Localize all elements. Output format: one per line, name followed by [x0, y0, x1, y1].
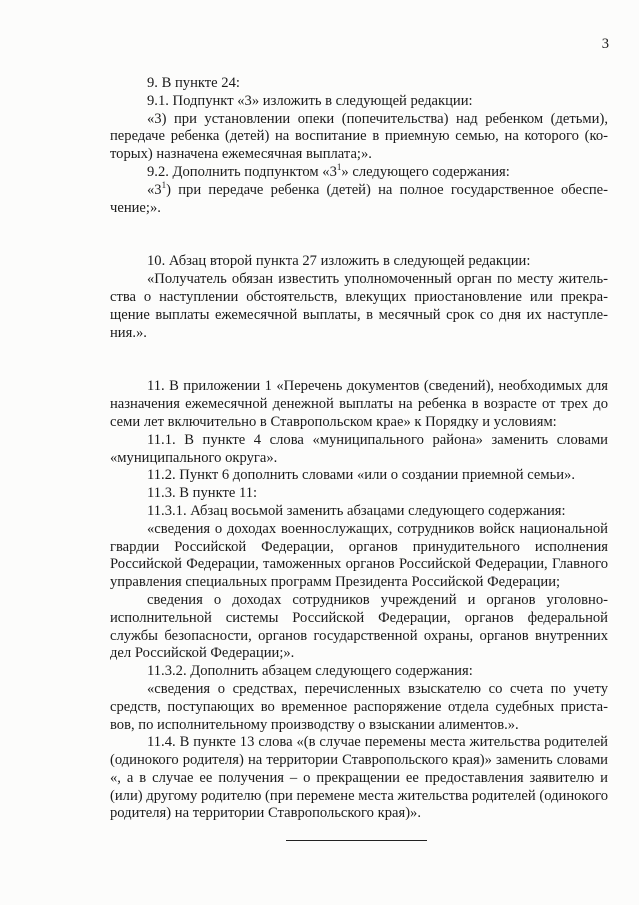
paragraph-10-text: «Получатель обязан известить уполномоченный орган по месту жительства о наступлении обстоятельств, влекущих приостановление или прекращение выплаты ежемесячной выплаты, в месячный срок со дня их наступления.». — [110, 271, 608, 341]
paragraph-9-2-text — [110, 179, 608, 218]
paragraph-10: 10. Абзац второй пункта 27 изложить в следующей редакции: — [147, 253, 531, 270]
closing-rule — [286, 840, 427, 841]
paragraph-11-3-1-text-a: «сведения о доходах военнослужащих, сотрудников войск национальной гвардии Российской Федерации, органов принудительного исполнения Российской Федерации, таможенных органов Российской Федерации, Главного управления специальных программ Президента Российской Федерации; — [110, 520, 608, 591]
paragraph-9: 9. В пункте 24: — [147, 75, 240, 91]
paragraph-9-2-text-sup: 1 — [161, 179, 167, 190]
paragraph-11-3-2-text: «сведения о средствах, перечисленных взыскателю со счета по учету средств, поступающих во временное распоряжение отдела судебных приставов, по исполнительному производству о взыскании алиментов.». — [110, 680, 608, 733]
paragraph-9-2-before: 9.2. Дополнить подпунктом «3 — [147, 163, 337, 180]
document-body — [110, 75, 608, 823]
page-number: 3 — [601, 36, 609, 52]
paragraph-9-1: 9.1. Подпункт «3» изложить в следующей редакции: — [147, 92, 473, 109]
paragraph-11-4: 11.4. В пункте 13 слова «(в случае перемены места жительства родителей (одинокого родителя) на территории Ставропольского края)» заменить словами «, а в случае ее получения – о прекращении ее предоставления заявителю и (или) другому родителю (при перемене места жительства родителей (одинокого родителя) на территории Ставропольского края)». — [110, 734, 608, 822]
paragraph-11-3: 11.3. В пункте 11: — [147, 485, 258, 502]
paragraph-9-2-text-before: «3 — [147, 181, 162, 198]
paragraph-11-3-1-text-b: сведения о доходах сотрудников учреждений и органов уголовно-исполнительной системы Российской Федерации, органов федеральной службы безопасности, органов государственной охраны, органов внутренних дел Российской Федерации;». — [110, 591, 608, 662]
paragraph-11: 11. В приложении 1 «Перечень документов (сведений), необходимых для назначения ежемесячной денежной выплаты на ребенка в возрасте от трех до семи лет включительно в Ставропольском крае» к Порядку и условиям: — [110, 378, 608, 430]
paragraph-11-1: 11.1. В пункте 4 слова «муниципального района» заменить словами «муниципального округа». — [110, 431, 608, 466]
paragraph-9-2-after: » следующего содержания: — [341, 163, 510, 180]
paragraph-11-3-1: 11.3.1. Абзац восьмой заменить абзацами следующего содержания: — [147, 502, 566, 519]
paragraph-9-2-text-after: ) при передаче ребенка (детей) на полное государственное обеспечение;». — [110, 181, 608, 216]
paragraph-11-3-2: 11.3.2. Дополнить абзацем следующего содержания: — [147, 663, 473, 680]
paragraph-9-2-sup: 1 — [336, 161, 342, 172]
paragraph-11-2: 11.2. Пункт 6 дополнить словами «или о создании приемной семьи». — [147, 467, 575, 484]
paragraph-9-2 — [110, 161, 608, 182]
paragraph-9-1-text: «3) при установлении опеки (попечительства) над ребенком (детьми), передаче ребенка (детей) на воспитание в приемную семью, на которого (которых) назначена ежемесячная выплата;». — [110, 110, 608, 163]
